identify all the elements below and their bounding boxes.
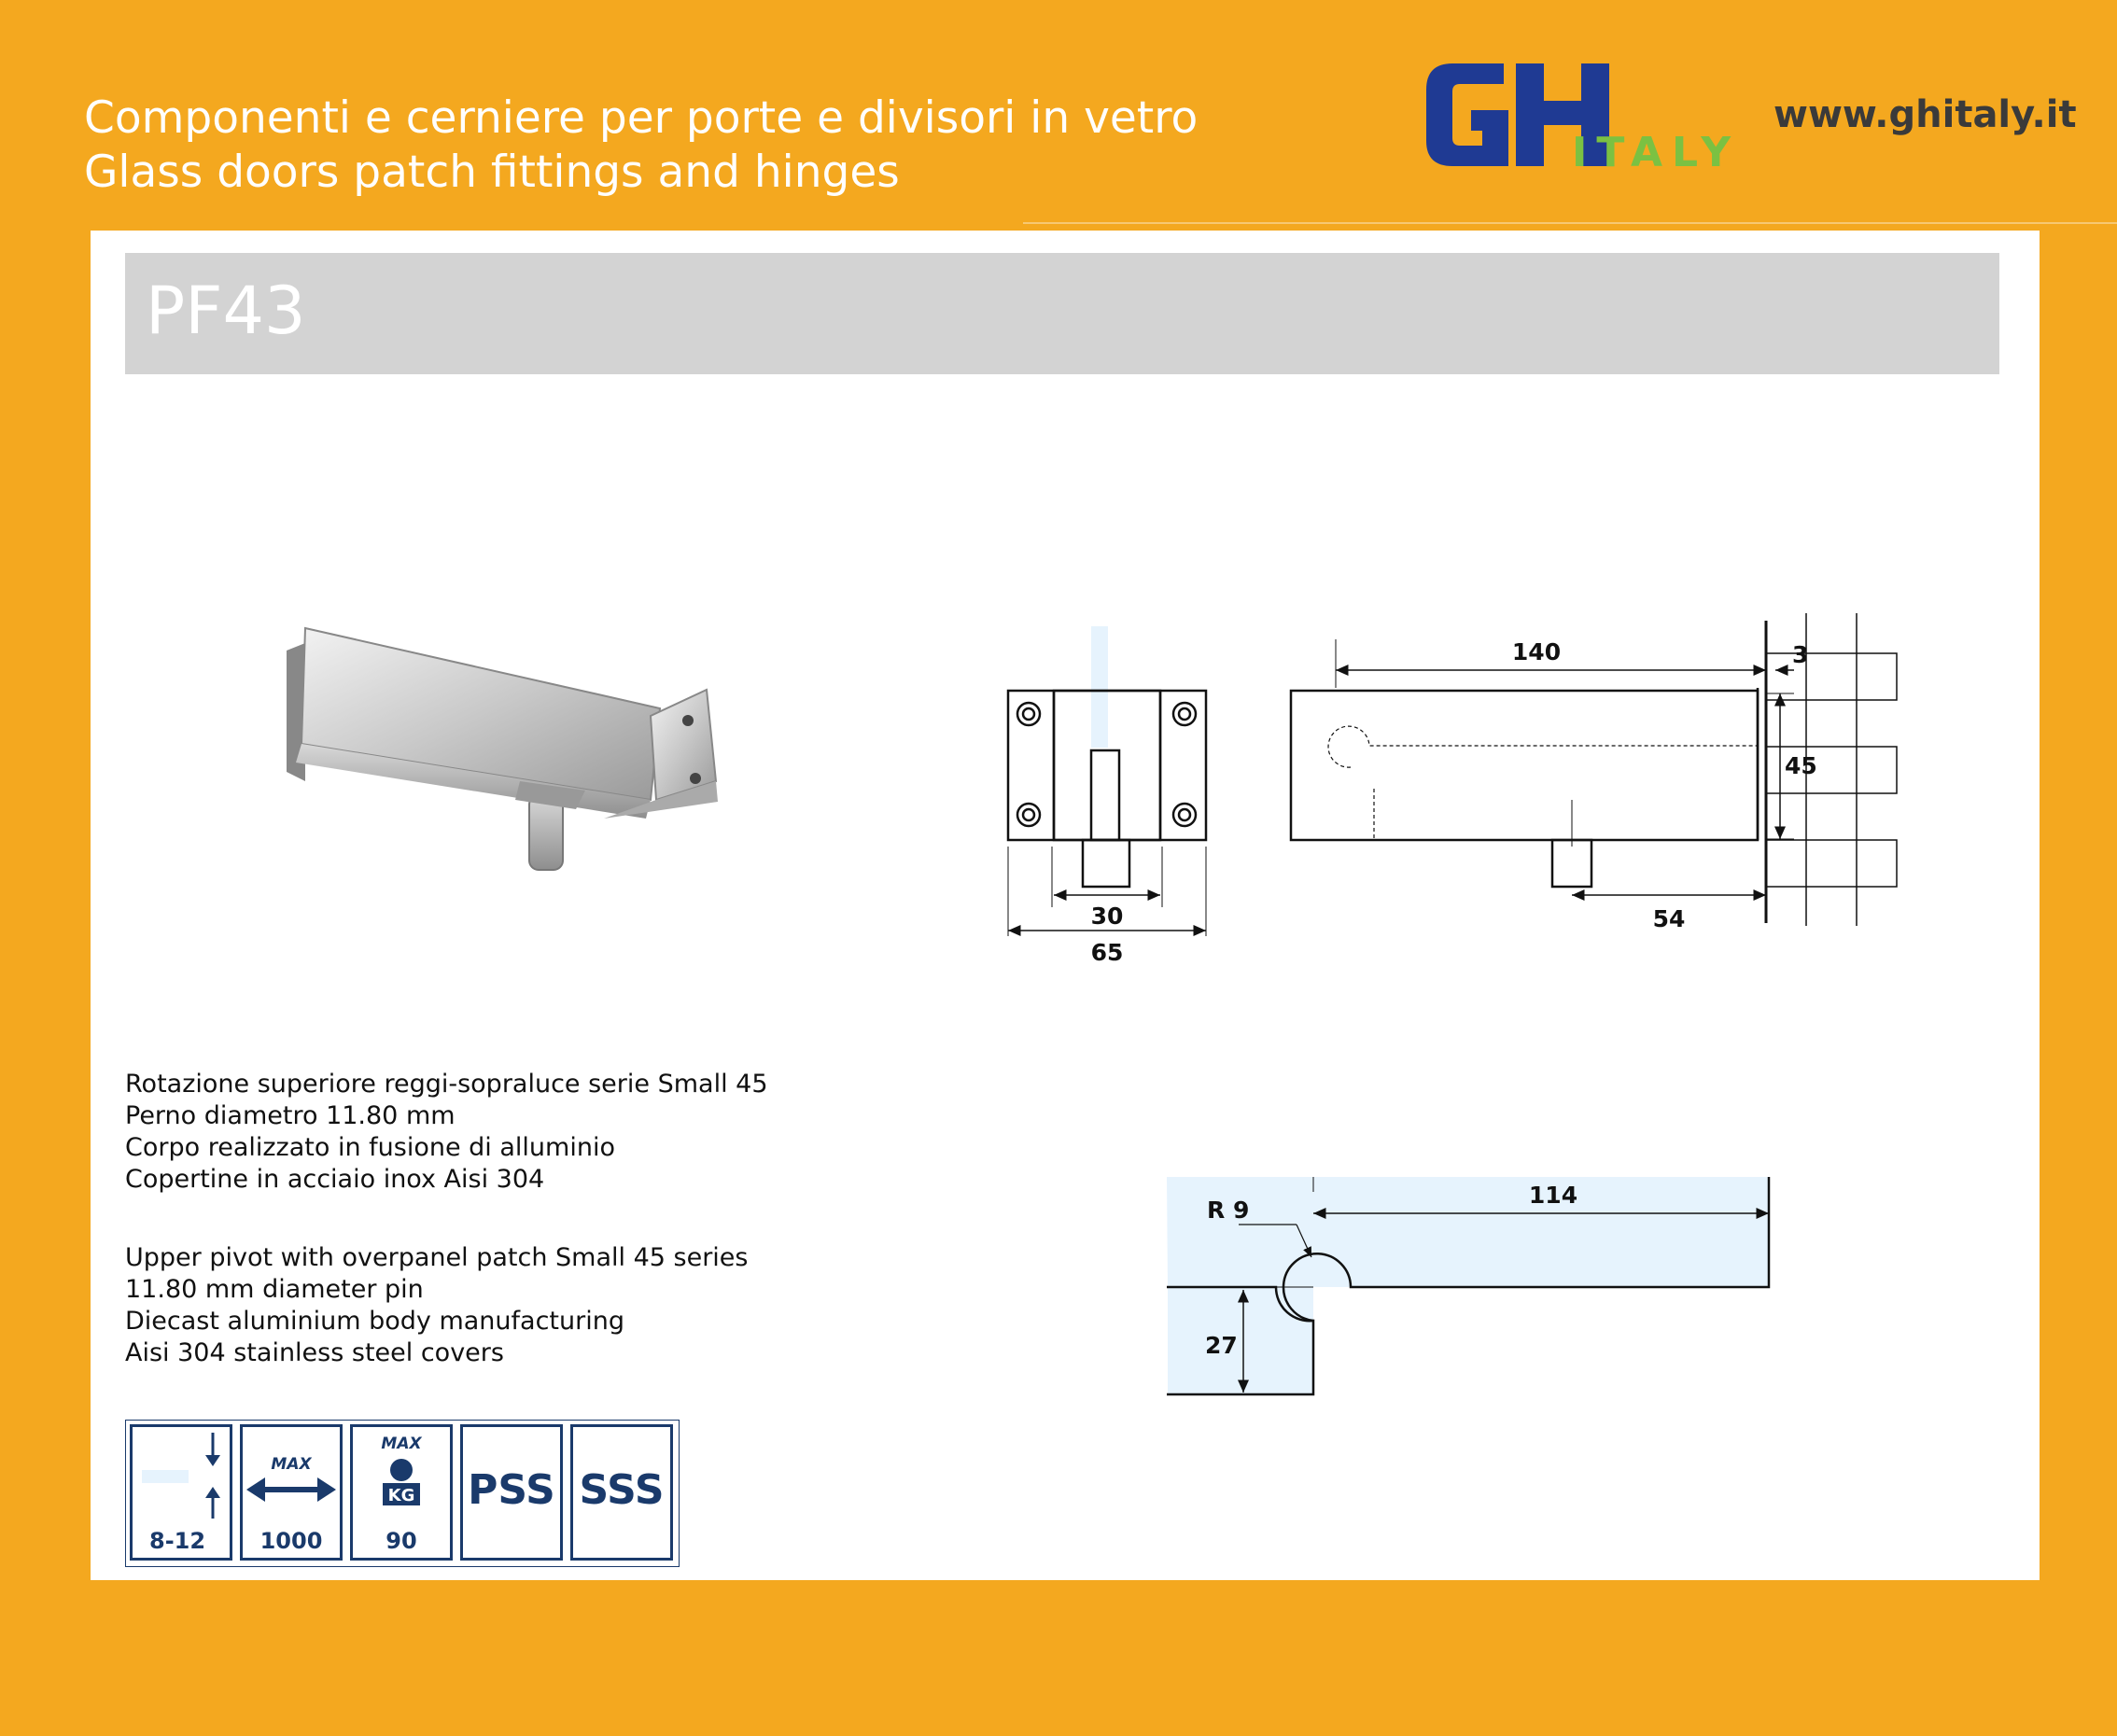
dim-front-inner: 30 (1090, 903, 1124, 930)
dim-side-pin-offset: 54 (1652, 905, 1686, 932)
svg-text:ITALY: ITALY (1572, 129, 1741, 174)
dim-front-total: 65 (1090, 939, 1124, 966)
dim-side-gap: 3 (1792, 641, 1809, 668)
description-line: Upper pivot with overpanel patch Small 45 series (125, 1243, 749, 1272)
product-code: PF43 (146, 273, 306, 349)
max-weight-value: 90 (386, 1528, 417, 1554)
glass-thickness-value: 8-12 (149, 1528, 206, 1554)
front-view-drawing (1008, 626, 1206, 936)
finish-sss-label: SSS (579, 1466, 665, 1514)
header-title (84, 91, 1198, 200)
description-line: 11.80 mm diameter pin (125, 1275, 424, 1304)
product-sheet (91, 231, 2040, 1580)
description-italian (125, 1069, 834, 1196)
header-title-it: Componenti e cerniere per porte e divisori in vetro (84, 92, 1199, 144)
description-line: Corpo realizzato in fusione di alluminio (125, 1133, 615, 1162)
max-weight-spec (350, 1424, 453, 1561)
finish-sss-spec (570, 1424, 673, 1561)
dim-side-height: 45 (1785, 752, 1817, 779)
description-line: Aisi 304 stainless steel covers (125, 1338, 504, 1367)
width-arrow-icon (243, 1474, 340, 1511)
description-english (125, 1242, 834, 1369)
gh-italy-logo (1415, 52, 1760, 174)
dim-plan-length: 114 (1528, 1182, 1578, 1209)
header-divider (1023, 222, 2117, 224)
max-width-spec (240, 1424, 343, 1561)
spec-icons (125, 1420, 680, 1567)
dim-plan-radius: R 9 (1207, 1197, 1250, 1224)
technical-drawings (91, 231, 2040, 1580)
plan-view-drawing (1167, 1177, 1769, 1394)
description-line: Perno diametro 11.80 mm (125, 1101, 456, 1130)
max-width-label: MAX (271, 1455, 312, 1474)
glass-thickness-icon (133, 1427, 230, 1520)
finish-pss-spec (460, 1424, 563, 1561)
header-title-en: Glass doors patch fittings and hinges (84, 147, 900, 198)
finish-pss-label: PSS (468, 1466, 555, 1514)
website-link[interactable]: www.ghitaly.it (1774, 93, 2077, 136)
max-width-value: 1000 (259, 1528, 323, 1554)
dim-plan-depth: 27 (1205, 1332, 1238, 1359)
max-weight-label: MAX (381, 1435, 422, 1453)
description-line: Copertine in acciaio inox Aisi 304 (125, 1165, 545, 1194)
description-line: Diecast aluminium body manufacturing (125, 1307, 624, 1336)
glass-thickness-spec (130, 1424, 232, 1561)
description-line: Rotazione superiore reggi-sopraluce serie Small 45 (125, 1070, 768, 1099)
weight-unit: KG (387, 1486, 415, 1505)
dim-side-length: 140 (1511, 638, 1562, 665)
